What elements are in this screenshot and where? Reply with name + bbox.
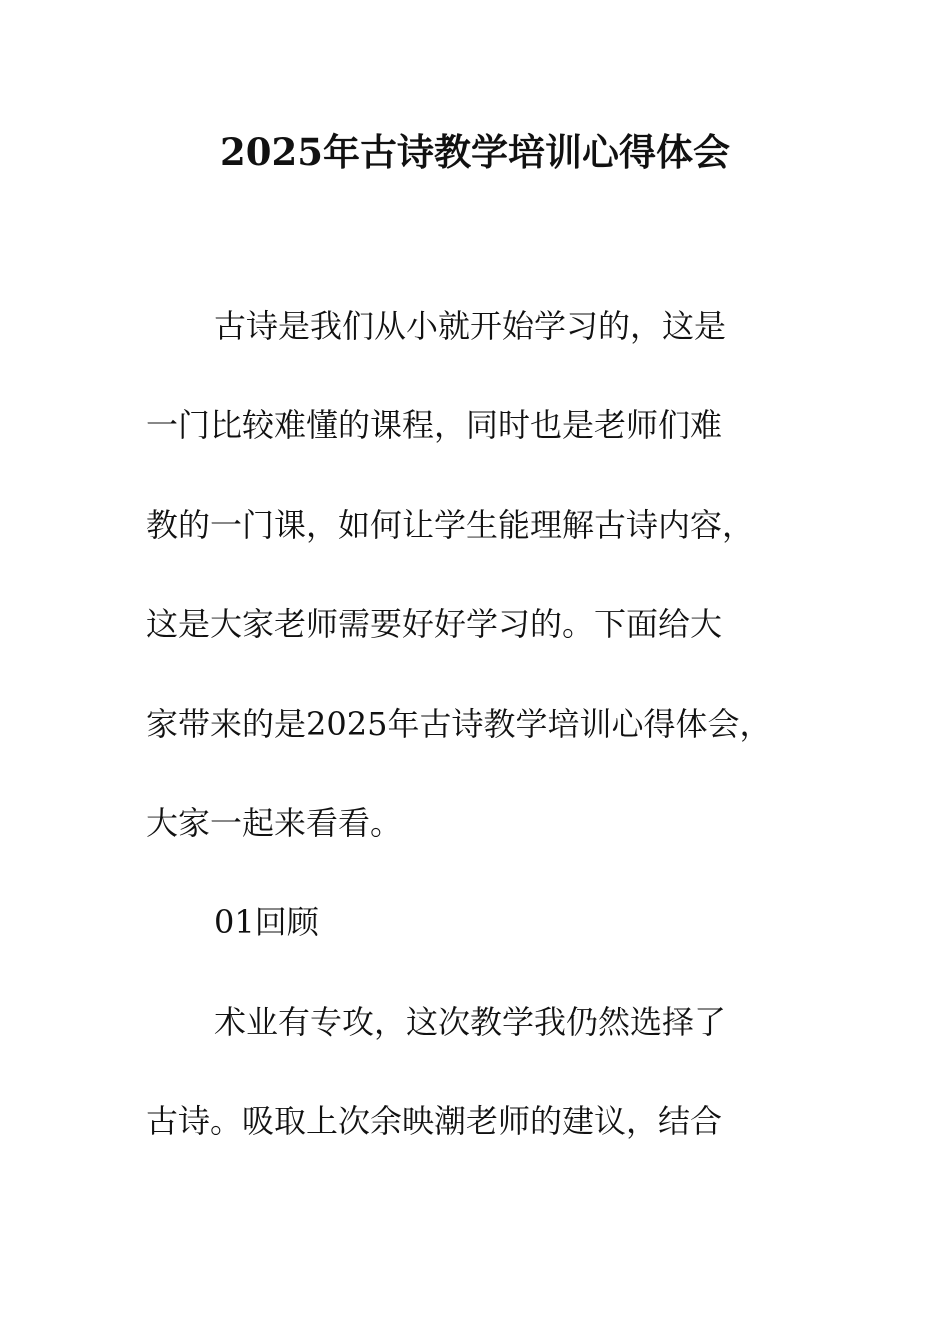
paragraph-line-5: 家带来的是2025年古诗教学培训心得体会， [146, 705, 772, 743]
section-heading: 01回顾 [214, 903, 319, 941]
paragraph-line-3: 教的一门课，如何让学生能理解古诗内容， [146, 506, 755, 544]
paragraph-line-4: 这是大家老师需要好好学习的。下面给大 [146, 605, 723, 643]
paragraph-line-7: 术业有专攻，这次教学我仍然选择了 [214, 1003, 727, 1041]
paragraph-line-6: 大家一起来看看。 [146, 804, 403, 842]
paragraph-line-1: 古诗是我们从小就开始学习的，这是 [214, 307, 727, 345]
document-title: 2025年古诗教学培训心得体会 [220, 130, 730, 174]
paragraph-line-8: 古诗。吸取上次余映潮老师的建议，结合 [146, 1102, 723, 1140]
paragraph-line-2: 一门比较难懂的课程，同时也是老师们难 [146, 406, 723, 444]
